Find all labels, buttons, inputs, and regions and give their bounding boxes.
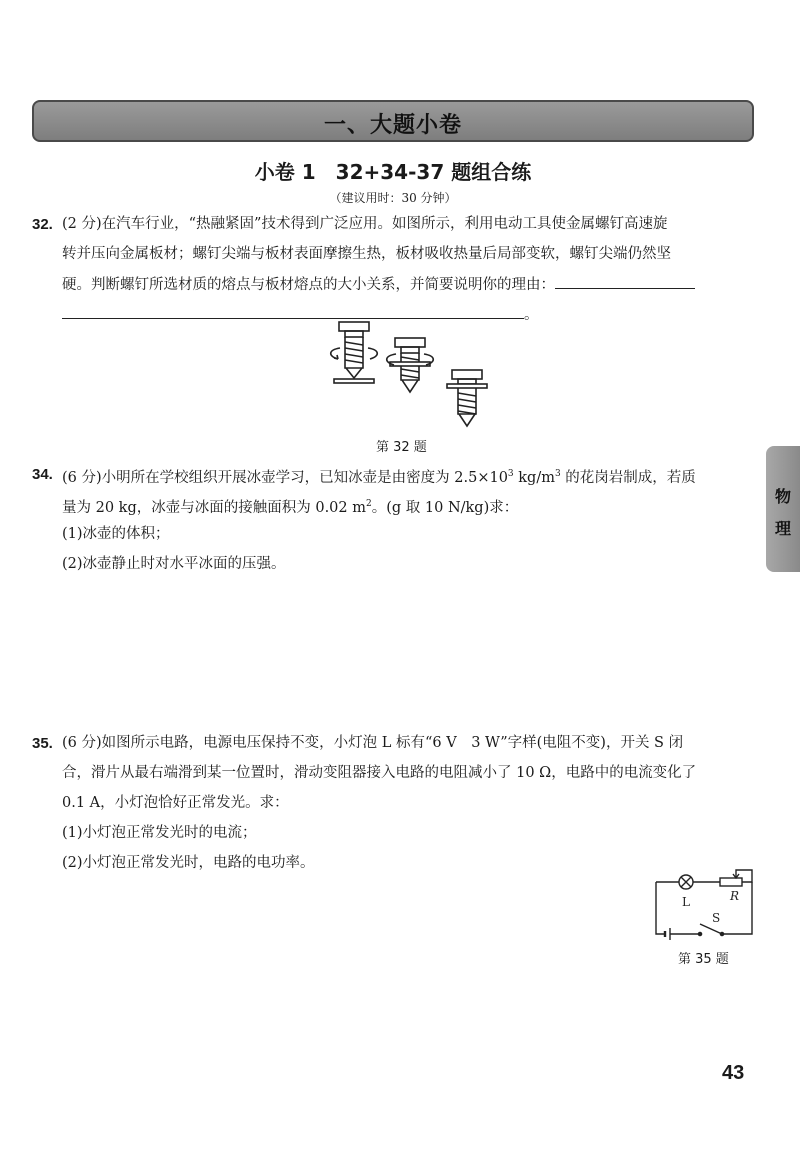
answer-blank[interactable] — [62, 304, 524, 319]
circuit-diagram — [648, 862, 760, 946]
figure-caption: 第 35 题 — [678, 952, 729, 967]
question-text-line: (6 分)如图所示电路，电源电压保持不变，小灯泡 L 标有“6 V 3 W”字样(电阻不变)，开关 S 闭 — [62, 735, 684, 751]
sub-question: (2)小灯泡正常发光时，电路的电功率。 — [62, 855, 315, 871]
question-text-line: 合，滑片从最右端滑到某一位置时，滑动变阻器接入电路的电阻减小了 10 Ω，电路中的电流变化了 — [62, 765, 697, 781]
question-text-line: 硬。判断螺钉所选材质的熔点与板材熔点的大小关系，并简要说明你的理由： — [62, 277, 555, 293]
section-banner — [32, 100, 754, 142]
superscript: 2 — [366, 499, 372, 509]
question-number: 35. — [32, 735, 53, 752]
text-segment: 的花岗岩制成，若质 — [560, 469, 696, 486]
superscript: 3 — [554, 469, 561, 479]
question-number: 34. — [32, 466, 53, 483]
sub-question: (1)冰壶的体积； — [62, 526, 170, 542]
question-text-line: 0.1 A，小灯泡恰好正常发光。求： — [62, 795, 289, 811]
sub-question: (1)小灯泡正常发光时的电流； — [62, 825, 257, 841]
figure-caption: 第 32 题 — [376, 440, 427, 455]
question-number: 32. — [32, 216, 53, 233]
answer-blank[interactable] — [555, 274, 695, 289]
text-segment: 量为 20 kg，冰壶与冰面的接触面积为 0.02 m — [62, 499, 366, 516]
page-number: 43 — [722, 1062, 745, 1084]
subject-side-tab — [766, 446, 800, 572]
switch-label: S — [712, 911, 721, 925]
question-text-line: (2 分)在汽车行业，“热融紧固”技术得到广泛应用。如图所示，利用电动工具使金属螺钉高速旋 — [62, 216, 668, 232]
text-segment: (6 分)小明所在学校组织开展冰壶学习，已知冰壶是由密度为 2.5×10 — [62, 469, 508, 486]
side-tab-char: 理 — [774, 519, 791, 538]
time-hint: （建议用时：30 分钟） — [329, 191, 457, 205]
side-tab-char: 物 — [774, 487, 791, 506]
text-segment: kg/m — [513, 469, 555, 486]
section-title: 一、大题小卷 — [323, 113, 462, 138]
superscript: 3 — [507, 469, 514, 479]
text-segment: 。(g 取 10 N/kg)求： — [371, 499, 519, 516]
question-text-line — [62, 464, 696, 488]
period-mark: 。 — [524, 307, 539, 323]
screw-figure — [318, 318, 498, 430]
lamp-label: L — [682, 895, 690, 909]
sub-question: (2)冰壶静止时对水平冰面的压强。 — [62, 556, 286, 572]
question-text-line — [62, 494, 518, 518]
rheostat-label: R — [730, 889, 740, 903]
question-text-line: 转并压向金属板材；螺钉尖端与板材表面摩擦生热，板材吸收热量后局部变软，螺钉尖端仍然坚 — [62, 246, 671, 262]
paper-subtitle: 小卷 1 32+34-37 题组合练 — [254, 160, 532, 184]
